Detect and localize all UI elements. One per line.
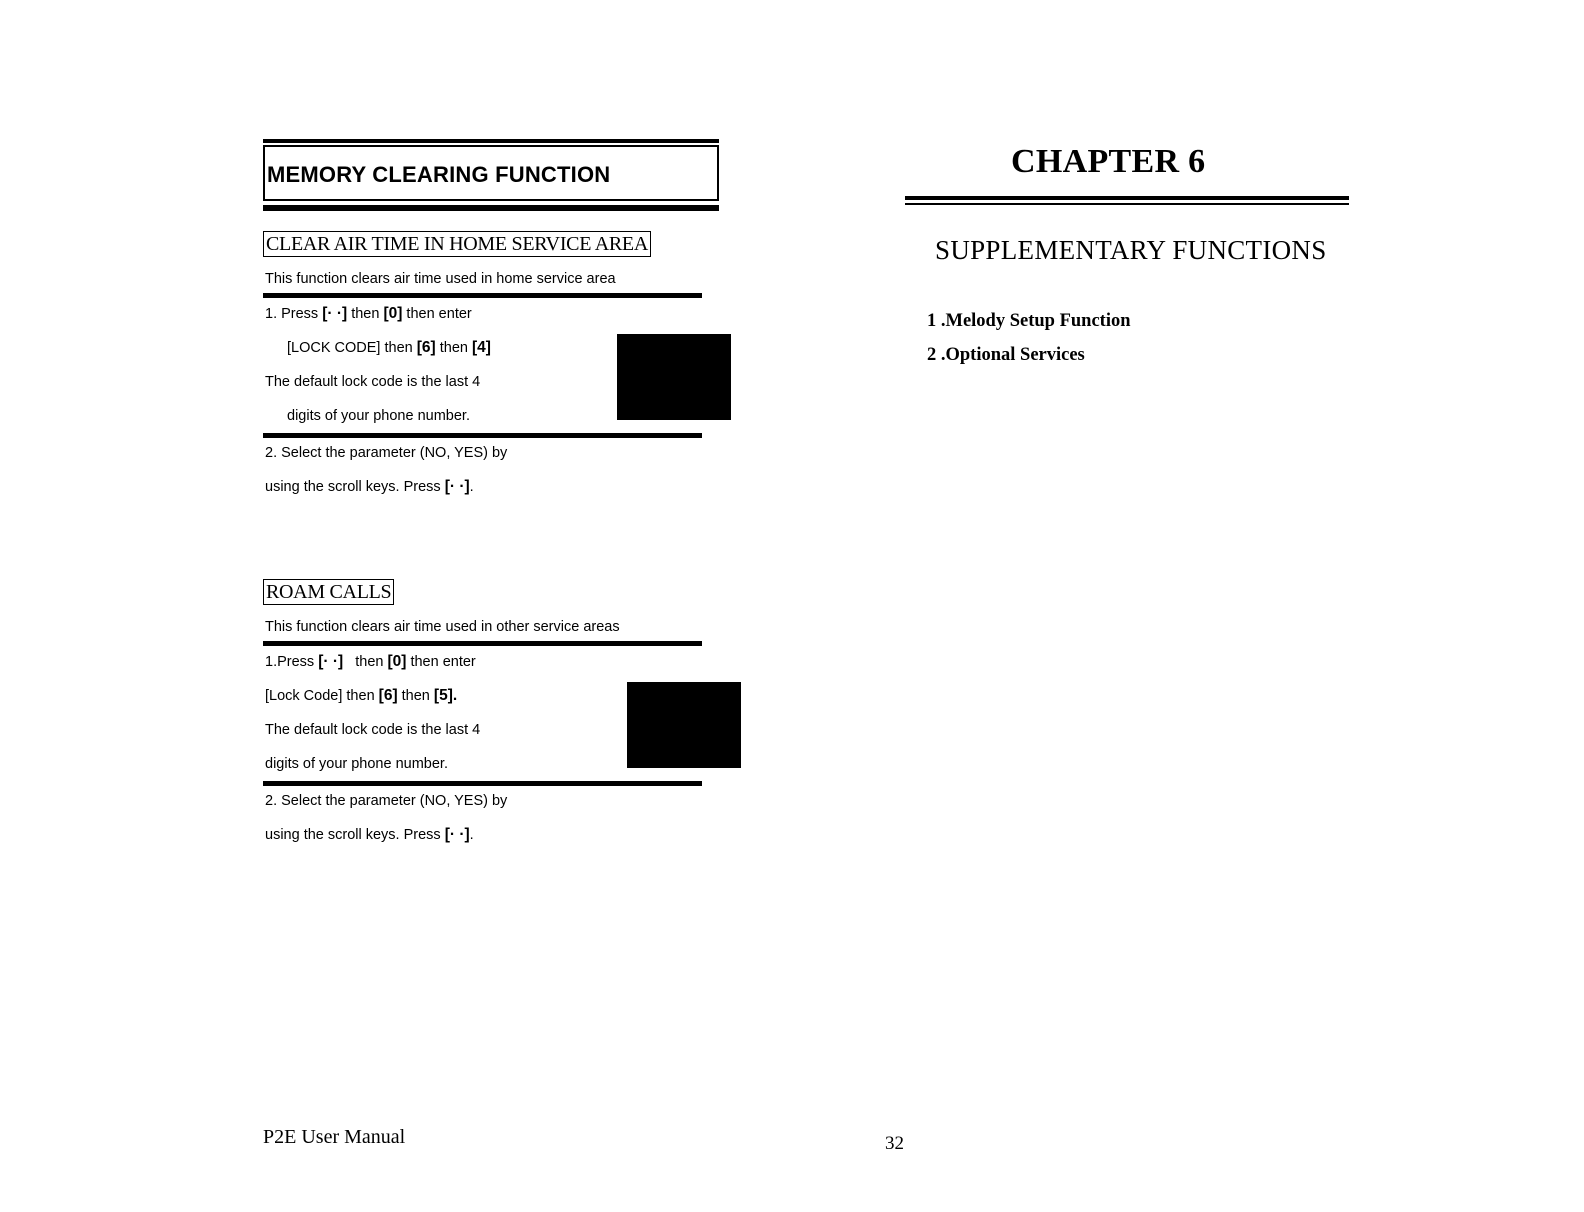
- home-step1-line2: [287, 339, 491, 357]
- home-step1-line1: [265, 305, 472, 323]
- text: then: [435, 340, 472, 356]
- key-label: [4]: [471, 339, 491, 356]
- title-top-rule: [263, 139, 719, 143]
- key-label: [6]: [378, 687, 398, 704]
- text: .: [469, 827, 474, 843]
- text: .: [469, 479, 474, 495]
- key-label: [· ·]: [444, 478, 470, 495]
- text: 1. Press: [265, 306, 323, 322]
- text: using the scroll keys. Press: [265, 827, 445, 843]
- divider: [263, 781, 702, 786]
- roam-calls-description: This function clears air time used in other service areas: [265, 619, 620, 635]
- roam-step2-line2: [265, 826, 474, 844]
- title-bottom-rule: [263, 205, 719, 211]
- chapter-rule-thick: [905, 196, 1349, 200]
- key-label: [· ·]: [444, 826, 470, 843]
- text: then enter: [406, 654, 476, 670]
- text: using the scroll keys. Press: [265, 479, 445, 495]
- home-note-line2: digits of your phone number.: [287, 408, 470, 424]
- toc-item: 2 .Optional Services: [927, 345, 1085, 365]
- roam-note-line2: digits of your phone number.: [265, 756, 448, 772]
- manual-name: P2E User Manual: [263, 1126, 406, 1148]
- text: [Lock Code] then: [265, 688, 379, 704]
- redacted-image: [617, 334, 731, 420]
- home-area-description: This function clears air time used in home service area: [265, 271, 616, 287]
- key-label: [0]: [387, 653, 407, 670]
- text: 1.Press: [265, 654, 319, 670]
- key-label: [6]: [416, 339, 436, 356]
- chapter-subtitle: SUPPLEMENTARY FUNCTIONS: [935, 235, 1327, 265]
- chapter-rule-thin: [905, 203, 1349, 205]
- text: then enter: [402, 306, 472, 322]
- chapter-title: CHAPTER 6: [1011, 143, 1206, 180]
- home-note-line1: The default lock code is the last 4: [265, 374, 481, 390]
- text: then: [343, 654, 388, 670]
- divider: [263, 293, 702, 298]
- key-label: [· ·]: [318, 653, 344, 670]
- key-label: [0]: [383, 305, 403, 322]
- home-area-heading: CLEAR AIR TIME IN HOME SERVICE AREA: [263, 231, 651, 257]
- text: [LOCK CODE] then: [287, 340, 417, 356]
- home-step2-line1: 2. Select the parameter (NO, YES) by: [265, 445, 508, 461]
- roam-step1-line1: [265, 653, 476, 671]
- key-label: [5]: [433, 687, 453, 704]
- page-number: 32: [885, 1133, 904, 1154]
- home-step2-line2: [265, 478, 474, 496]
- roam-calls-heading: ROAM CALLS: [263, 579, 394, 605]
- redacted-image: [627, 682, 741, 768]
- roam-note-line1: The default lock code is the last 4: [265, 722, 481, 738]
- title-box: [263, 145, 719, 201]
- text: then: [397, 688, 434, 704]
- divider: [263, 433, 702, 438]
- section-title: MEMORY CLEARING FUNCTION: [267, 162, 611, 187]
- text: then: [347, 306, 384, 322]
- toc-item: 1 .Melody Setup Function: [927, 311, 1131, 331]
- key-label: [· ·]: [322, 305, 348, 322]
- roam-step1-line2: [265, 687, 457, 705]
- roam-step2-line1: 2. Select the parameter (NO, YES) by: [265, 793, 508, 809]
- text: .: [452, 687, 458, 704]
- divider: [263, 641, 702, 646]
